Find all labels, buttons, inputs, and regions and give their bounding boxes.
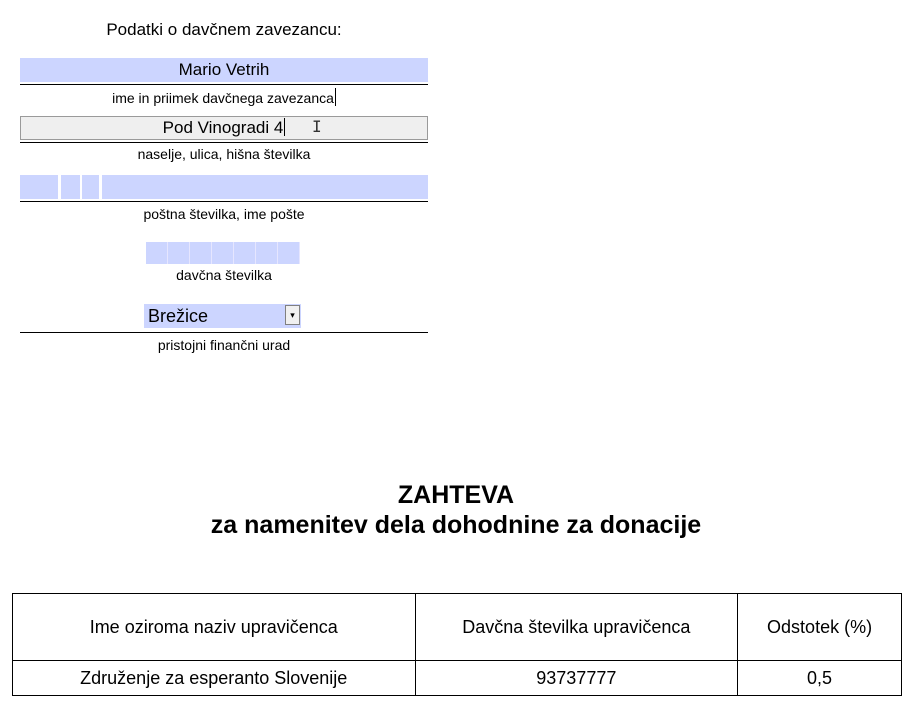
request-subtitle: za namenitev dela dohodnine za donacije [210, 511, 702, 539]
tax-number-digit[interactable] [234, 242, 256, 264]
chevron-down-icon[interactable]: ▾ [285, 305, 300, 325]
address-divider [20, 142, 428, 143]
recipient-tax-number-cell[interactable]: 93737777 [415, 661, 738, 696]
post-name-field[interactable] [102, 175, 428, 199]
column-header-recipient-name: Ime oziroma naziv upravičenca [13, 594, 416, 661]
tax-office-value: Brežice [148, 306, 209, 326]
text-caret [335, 88, 336, 106]
column-header-percentage: Odstotek (%) [738, 594, 902, 661]
recipient-name-cell[interactable]: Združenje za esperanto Slovenije [13, 661, 416, 696]
postal-code-cell-1[interactable] [20, 175, 58, 199]
postal-code-cell-3[interactable] [82, 175, 99, 199]
percentage-cell[interactable]: 0,5 [738, 661, 902, 696]
address-caption: naselje, ulica, hišna številka [137, 146, 311, 162]
office-divider [20, 332, 428, 333]
name-divider [20, 84, 428, 85]
office-caption: pristojni finančni urad [157, 337, 291, 353]
name-caption: ime in priimek davčnega zavezanca [112, 90, 334, 106]
request-title: ZAHTEVA [397, 481, 515, 509]
tax-number-digit[interactable] [278, 242, 300, 264]
section-title: Podatki o davčnem zavezancu: [106, 20, 342, 39]
tax-number-digit[interactable] [212, 242, 234, 264]
text-ibeam-icon: I [312, 117, 322, 136]
donation-table [12, 593, 902, 696]
address-field[interactable]: Pod Vinogradi 4 [20, 116, 428, 140]
postal-caption: poštna številka, ime pošte [143, 206, 305, 222]
tax-office-select[interactable] [144, 304, 301, 328]
table-row [13, 661, 902, 696]
tax-number-digit[interactable] [146, 242, 168, 264]
table-header-row [13, 594, 902, 661]
tax-number-digit[interactable] [168, 242, 190, 264]
tax-number-caption: davčna številka [176, 267, 272, 283]
tax-number-digit[interactable] [190, 242, 212, 264]
postal-divider [20, 201, 428, 202]
text-caret [284, 118, 285, 136]
taxpayer-name-field[interactable]: Mario Vetrih [20, 58, 428, 82]
column-header-recipient-tax-number: Davčna številka upravičenca [415, 594, 738, 661]
tax-number-digit[interactable] [256, 242, 278, 264]
postal-code-cell-2[interactable] [61, 175, 80, 199]
